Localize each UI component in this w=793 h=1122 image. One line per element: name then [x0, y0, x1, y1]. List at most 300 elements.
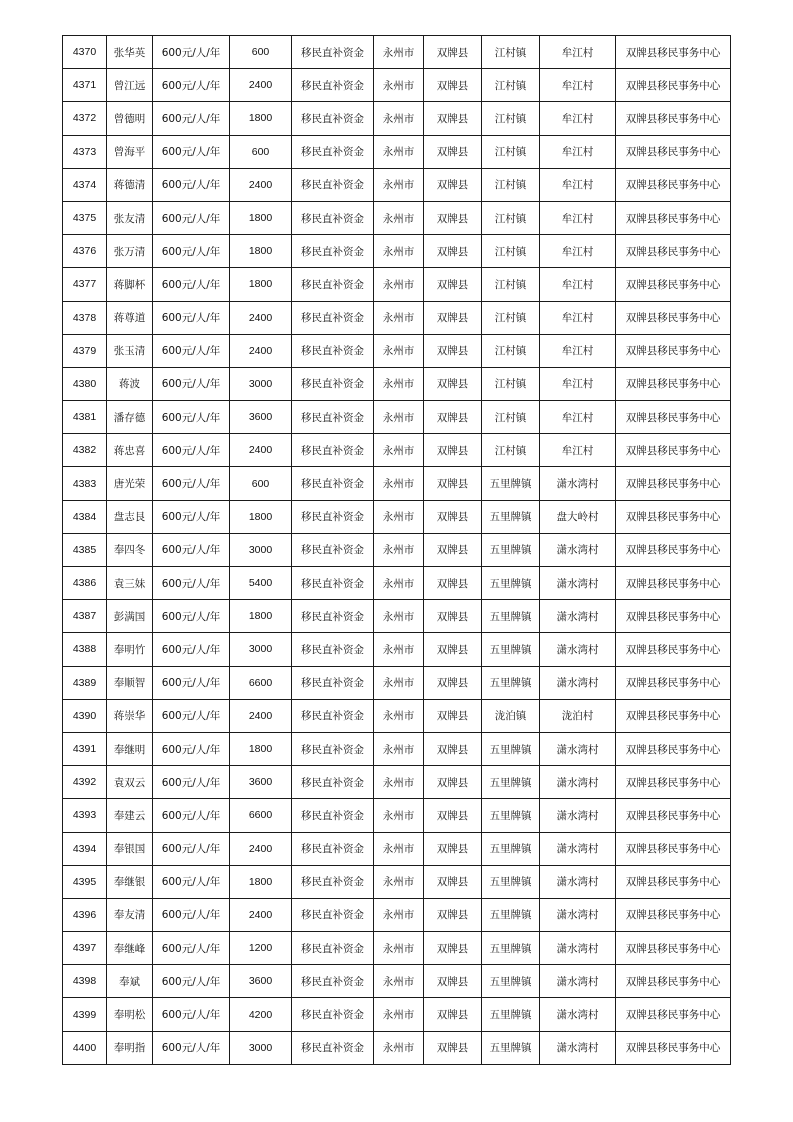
subsidy-standard-cell: 600元/人/年 [153, 301, 230, 334]
agency-cell: 双牌县移民事务中心 [616, 334, 731, 367]
fund-type-cell: 移民直补资金 [292, 932, 374, 965]
city-cell: 永州市 [374, 865, 424, 898]
amount-cell: 600 [230, 135, 292, 168]
agency-cell: 双牌县移民事务中心 [616, 567, 731, 600]
town-cell: 五里牌镇 [482, 567, 540, 600]
recipient-name-cell: 奉继银 [107, 865, 153, 898]
serial-number-cell: 4382 [63, 434, 107, 467]
amount-cell: 5400 [230, 567, 292, 600]
subsidy-standard-cell: 600元/人/年 [153, 201, 230, 234]
subsidy-standard-cell: 600元/人/年 [153, 865, 230, 898]
town-cell: 江村镇 [482, 135, 540, 168]
county-cell: 双牌县 [424, 799, 482, 832]
agency-cell: 双牌县移民事务中心 [616, 135, 731, 168]
amount-cell: 1800 [230, 600, 292, 633]
subsidy-standard-cell: 600元/人/年 [153, 500, 230, 533]
county-cell: 双牌县 [424, 898, 482, 931]
village-cell: 潇水湾村 [540, 1031, 616, 1064]
agency-cell: 双牌县移民事务中心 [616, 401, 731, 434]
subsidy-standard-cell: 600元/人/年 [153, 633, 230, 666]
recipient-name-cell: 张友清 [107, 201, 153, 234]
county-cell: 双牌县 [424, 965, 482, 998]
subsidy-standard-cell: 600元/人/年 [153, 766, 230, 799]
amount-cell: 3000 [230, 533, 292, 566]
serial-number-cell: 4372 [63, 102, 107, 135]
city-cell: 永州市 [374, 367, 424, 400]
agency-cell: 双牌县移民事务中心 [616, 36, 731, 69]
city-cell: 永州市 [374, 102, 424, 135]
amount-cell: 1800 [230, 268, 292, 301]
serial-number-cell: 4385 [63, 533, 107, 566]
agency-cell: 双牌县移民事务中心 [616, 69, 731, 102]
agency-cell: 双牌县移民事务中心 [616, 600, 731, 633]
table-row [63, 965, 731, 998]
table-row [63, 268, 731, 301]
town-cell: 泷泊镇 [482, 699, 540, 732]
serial-number-cell: 4388 [63, 633, 107, 666]
amount-cell: 1800 [230, 500, 292, 533]
serial-number-cell: 4386 [63, 567, 107, 600]
village-cell: 牟江村 [540, 367, 616, 400]
county-cell: 双牌县 [424, 766, 482, 799]
village-cell: 潇水湾村 [540, 567, 616, 600]
subsidy-standard-cell: 600元/人/年 [153, 965, 230, 998]
table-row [63, 666, 731, 699]
serial-number-cell: 4370 [63, 36, 107, 69]
town-cell: 五里牌镇 [482, 832, 540, 865]
county-cell: 双牌县 [424, 434, 482, 467]
village-cell: 牟江村 [540, 268, 616, 301]
table-row [63, 500, 731, 533]
city-cell: 永州市 [374, 533, 424, 566]
agency-cell: 双牌县移民事务中心 [616, 766, 731, 799]
city-cell: 永州市 [374, 799, 424, 832]
fund-type-cell: 移民直补资金 [292, 201, 374, 234]
recipient-name-cell: 袁双云 [107, 766, 153, 799]
table-row [63, 36, 731, 69]
city-cell: 永州市 [374, 766, 424, 799]
agency-cell: 双牌县移民事务中心 [616, 1031, 731, 1064]
fund-type-cell: 移民直补资金 [292, 567, 374, 600]
subsidy-standard-cell: 600元/人/年 [153, 732, 230, 765]
fund-type-cell: 移民直补资金 [292, 367, 374, 400]
city-cell: 永州市 [374, 69, 424, 102]
fund-type-cell: 移民直补资金 [292, 898, 374, 931]
village-cell: 潇水湾村 [540, 766, 616, 799]
serial-number-cell: 4374 [63, 168, 107, 201]
serial-number-cell: 4400 [63, 1031, 107, 1064]
fund-type-cell: 移民直补资金 [292, 69, 374, 102]
village-cell: 潇水湾村 [540, 898, 616, 931]
recipient-name-cell: 蒋德清 [107, 168, 153, 201]
county-cell: 双牌县 [424, 567, 482, 600]
serial-number-cell: 4395 [63, 865, 107, 898]
agency-cell: 双牌县移民事务中心 [616, 201, 731, 234]
table-row [63, 301, 731, 334]
subsidy-table [62, 35, 731, 1065]
county-cell: 双牌县 [424, 36, 482, 69]
fund-type-cell: 移民直补资金 [292, 633, 374, 666]
village-cell: 牟江村 [540, 334, 616, 367]
city-cell: 永州市 [374, 965, 424, 998]
serial-number-cell: 4398 [63, 965, 107, 998]
county-cell: 双牌县 [424, 600, 482, 633]
amount-cell: 2400 [230, 699, 292, 732]
village-cell: 牟江村 [540, 102, 616, 135]
agency-cell: 双牌县移民事务中心 [616, 965, 731, 998]
village-cell: 潇水湾村 [540, 666, 616, 699]
recipient-name-cell: 蒋尊道 [107, 301, 153, 334]
city-cell: 永州市 [374, 832, 424, 865]
amount-cell: 2400 [230, 69, 292, 102]
table-row [63, 699, 731, 732]
amount-cell: 6600 [230, 799, 292, 832]
town-cell: 江村镇 [482, 168, 540, 201]
village-cell: 潇水湾村 [540, 932, 616, 965]
city-cell: 永州市 [374, 301, 424, 334]
fund-type-cell: 移民直补资金 [292, 965, 374, 998]
town-cell: 五里牌镇 [482, 533, 540, 566]
county-cell: 双牌县 [424, 235, 482, 268]
fund-type-cell: 移民直补资金 [292, 1031, 374, 1064]
table-row [63, 168, 731, 201]
fund-type-cell: 移民直补资金 [292, 467, 374, 500]
agency-cell: 双牌县移民事务中心 [616, 102, 731, 135]
fund-type-cell: 移民直补资金 [292, 500, 374, 533]
village-cell: 牟江村 [540, 301, 616, 334]
agency-cell: 双牌县移民事务中心 [616, 865, 731, 898]
town-cell: 江村镇 [482, 69, 540, 102]
table-row [63, 102, 731, 135]
city-cell: 永州市 [374, 500, 424, 533]
amount-cell: 3000 [230, 1031, 292, 1064]
village-cell: 潇水湾村 [540, 600, 616, 633]
agency-cell: 双牌县移民事务中心 [616, 434, 731, 467]
town-cell: 五里牌镇 [482, 500, 540, 533]
county-cell: 双牌县 [424, 268, 482, 301]
fund-type-cell: 移民直补资金 [292, 268, 374, 301]
recipient-name-cell: 蒋忠喜 [107, 434, 153, 467]
town-cell: 五里牌镇 [482, 1031, 540, 1064]
town-cell: 五里牌镇 [482, 467, 540, 500]
serial-number-cell: 4396 [63, 898, 107, 931]
recipient-name-cell: 潘存德 [107, 401, 153, 434]
county-cell: 双牌县 [424, 102, 482, 135]
amount-cell: 6600 [230, 666, 292, 699]
village-cell: 牟江村 [540, 168, 616, 201]
amount-cell: 3600 [230, 965, 292, 998]
town-cell: 江村镇 [482, 434, 540, 467]
agency-cell: 双牌县移民事务中心 [616, 367, 731, 400]
agency-cell: 双牌县移民事务中心 [616, 732, 731, 765]
fund-type-cell: 移民直补资金 [292, 832, 374, 865]
serial-number-cell: 4378 [63, 301, 107, 334]
amount-cell: 3000 [230, 633, 292, 666]
agency-cell: 双牌县移民事务中心 [616, 799, 731, 832]
subsidy-standard-cell: 600元/人/年 [153, 600, 230, 633]
recipient-name-cell: 奉斌 [107, 965, 153, 998]
recipient-name-cell: 袁三妹 [107, 567, 153, 600]
amount-cell: 2400 [230, 301, 292, 334]
subsidy-standard-cell: 600元/人/年 [153, 998, 230, 1031]
fund-type-cell: 移民直补资金 [292, 334, 374, 367]
agency-cell: 双牌县移民事务中心 [616, 633, 731, 666]
serial-number-cell: 4373 [63, 135, 107, 168]
city-cell: 永州市 [374, 401, 424, 434]
table-row [63, 600, 731, 633]
subsidy-standard-cell: 600元/人/年 [153, 567, 230, 600]
serial-number-cell: 4389 [63, 666, 107, 699]
county-cell: 双牌县 [424, 865, 482, 898]
agency-cell: 双牌县移民事务中心 [616, 832, 731, 865]
fund-type-cell: 移民直补资金 [292, 865, 374, 898]
agency-cell: 双牌县移民事务中心 [616, 666, 731, 699]
table-row [63, 865, 731, 898]
recipient-name-cell: 曾江远 [107, 69, 153, 102]
village-cell: 潇水湾村 [540, 467, 616, 500]
table-row [63, 799, 731, 832]
county-cell: 双牌县 [424, 732, 482, 765]
recipient-name-cell: 奉友清 [107, 898, 153, 931]
fund-type-cell: 移民直补资金 [292, 168, 374, 201]
county-cell: 双牌县 [424, 168, 482, 201]
table-row [63, 401, 731, 434]
subsidy-standard-cell: 600元/人/年 [153, 401, 230, 434]
table-row [63, 235, 731, 268]
village-cell: 牟江村 [540, 135, 616, 168]
recipient-name-cell: 盘志艮 [107, 500, 153, 533]
subsidy-standard-cell: 600元/人/年 [153, 334, 230, 367]
city-cell: 永州市 [374, 699, 424, 732]
recipient-name-cell: 奉顺智 [107, 666, 153, 699]
subsidy-standard-cell: 600元/人/年 [153, 268, 230, 301]
recipient-name-cell: 彭满国 [107, 600, 153, 633]
village-cell: 潇水湾村 [540, 732, 616, 765]
village-cell: 潇水湾村 [540, 633, 616, 666]
recipient-name-cell: 蒋崇华 [107, 699, 153, 732]
agency-cell: 双牌县移民事务中心 [616, 533, 731, 566]
amount-cell: 1800 [230, 732, 292, 765]
town-cell: 五里牌镇 [482, 965, 540, 998]
city-cell: 永州市 [374, 36, 424, 69]
village-cell: 牟江村 [540, 434, 616, 467]
village-cell: 潇水湾村 [540, 965, 616, 998]
subsidy-standard-cell: 600元/人/年 [153, 699, 230, 732]
amount-cell: 1800 [230, 102, 292, 135]
town-cell: 五里牌镇 [482, 898, 540, 931]
agency-cell: 双牌县移民事务中心 [616, 467, 731, 500]
village-cell: 牟江村 [540, 401, 616, 434]
town-cell: 五里牌镇 [482, 600, 540, 633]
county-cell: 双牌县 [424, 467, 482, 500]
county-cell: 双牌县 [424, 533, 482, 566]
agency-cell: 双牌县移民事务中心 [616, 932, 731, 965]
county-cell: 双牌县 [424, 367, 482, 400]
serial-number-cell: 4377 [63, 268, 107, 301]
agency-cell: 双牌县移民事务中心 [616, 898, 731, 931]
serial-number-cell: 4371 [63, 69, 107, 102]
subsidy-standard-cell: 600元/人/年 [153, 799, 230, 832]
village-cell: 牟江村 [540, 36, 616, 69]
serial-number-cell: 4394 [63, 832, 107, 865]
county-cell: 双牌县 [424, 135, 482, 168]
subsidy-standard-cell: 600元/人/年 [153, 832, 230, 865]
city-cell: 永州市 [374, 633, 424, 666]
serial-number-cell: 4391 [63, 732, 107, 765]
amount-cell: 1800 [230, 865, 292, 898]
city-cell: 永州市 [374, 135, 424, 168]
fund-type-cell: 移民直补资金 [292, 434, 374, 467]
village-cell: 潇水湾村 [540, 865, 616, 898]
subsidy-standard-cell: 600元/人/年 [153, 135, 230, 168]
village-cell: 泷泊村 [540, 699, 616, 732]
serial-number-cell: 4376 [63, 235, 107, 268]
town-cell: 江村镇 [482, 367, 540, 400]
amount-cell: 2400 [230, 334, 292, 367]
subsidy-standard-cell: 600元/人/年 [153, 467, 230, 500]
agency-cell: 双牌县移民事务中心 [616, 500, 731, 533]
city-cell: 永州市 [374, 1031, 424, 1064]
city-cell: 永州市 [374, 168, 424, 201]
table-row [63, 766, 731, 799]
table-row [63, 334, 731, 367]
town-cell: 五里牌镇 [482, 998, 540, 1031]
agency-cell: 双牌县移民事务中心 [616, 235, 731, 268]
recipient-name-cell: 张万清 [107, 235, 153, 268]
village-cell: 牟江村 [540, 235, 616, 268]
village-cell: 潇水湾村 [540, 832, 616, 865]
city-cell: 永州市 [374, 334, 424, 367]
amount-cell: 1200 [230, 932, 292, 965]
village-cell: 潇水湾村 [540, 998, 616, 1031]
town-cell: 江村镇 [482, 201, 540, 234]
amount-cell: 3000 [230, 367, 292, 400]
city-cell: 永州市 [374, 235, 424, 268]
table-row [63, 201, 731, 234]
fund-type-cell: 移民直补资金 [292, 766, 374, 799]
town-cell: 江村镇 [482, 334, 540, 367]
serial-number-cell: 4397 [63, 932, 107, 965]
city-cell: 永州市 [374, 201, 424, 234]
subsidy-standard-cell: 600元/人/年 [153, 36, 230, 69]
table-row [63, 533, 731, 566]
serial-number-cell: 4390 [63, 699, 107, 732]
town-cell: 五里牌镇 [482, 732, 540, 765]
subsidy-standard-cell: 600元/人/年 [153, 898, 230, 931]
recipient-name-cell: 唐光荣 [107, 467, 153, 500]
fund-type-cell: 移民直补资金 [292, 401, 374, 434]
city-cell: 永州市 [374, 998, 424, 1031]
town-cell: 江村镇 [482, 268, 540, 301]
recipient-name-cell: 奉继明 [107, 732, 153, 765]
amount-cell: 2400 [230, 898, 292, 931]
subsidy-standard-cell: 600元/人/年 [153, 102, 230, 135]
county-cell: 双牌县 [424, 334, 482, 367]
recipient-name-cell: 蒋脚杯 [107, 268, 153, 301]
agency-cell: 双牌县移民事务中心 [616, 699, 731, 732]
fund-type-cell: 移民直补资金 [292, 799, 374, 832]
town-cell: 江村镇 [482, 235, 540, 268]
agency-cell: 双牌县移民事务中心 [616, 998, 731, 1031]
village-cell: 潇水湾村 [540, 533, 616, 566]
county-cell: 双牌县 [424, 699, 482, 732]
village-cell: 潇水湾村 [540, 799, 616, 832]
village-cell: 牟江村 [540, 201, 616, 234]
table-row [63, 135, 731, 168]
county-cell: 双牌县 [424, 998, 482, 1031]
city-cell: 永州市 [374, 898, 424, 931]
county-cell: 双牌县 [424, 401, 482, 434]
city-cell: 永州市 [374, 600, 424, 633]
town-cell: 江村镇 [482, 102, 540, 135]
subsidy-standard-cell: 600元/人/年 [153, 932, 230, 965]
fund-type-cell: 移民直补资金 [292, 699, 374, 732]
town-cell: 五里牌镇 [482, 766, 540, 799]
recipient-name-cell: 张玉清 [107, 334, 153, 367]
table-body [63, 36, 731, 1065]
recipient-name-cell: 奉明竹 [107, 633, 153, 666]
recipient-name-cell: 曾德明 [107, 102, 153, 135]
recipient-name-cell: 奉银国 [107, 832, 153, 865]
county-cell: 双牌县 [424, 666, 482, 699]
amount-cell: 2400 [230, 832, 292, 865]
village-cell: 牟江村 [540, 69, 616, 102]
city-cell: 永州市 [374, 268, 424, 301]
table-row [63, 434, 731, 467]
serial-number-cell: 4375 [63, 201, 107, 234]
county-cell: 双牌县 [424, 500, 482, 533]
serial-number-cell: 4383 [63, 467, 107, 500]
table-row [63, 932, 731, 965]
table-row [63, 1031, 731, 1064]
town-cell: 五里牌镇 [482, 865, 540, 898]
fund-type-cell: 移民直补资金 [292, 666, 374, 699]
subsidy-standard-cell: 600元/人/年 [153, 168, 230, 201]
town-cell: 五里牌镇 [482, 799, 540, 832]
fund-type-cell: 移民直补资金 [292, 301, 374, 334]
fund-type-cell: 移民直补资金 [292, 600, 374, 633]
fund-type-cell: 移民直补资金 [292, 998, 374, 1031]
table-row [63, 732, 731, 765]
town-cell: 五里牌镇 [482, 932, 540, 965]
amount-cell: 600 [230, 36, 292, 69]
town-cell: 江村镇 [482, 401, 540, 434]
city-cell: 永州市 [374, 732, 424, 765]
subsidy-standard-cell: 600元/人/年 [153, 235, 230, 268]
table-row [63, 998, 731, 1031]
city-cell: 永州市 [374, 567, 424, 600]
town-cell: 五里牌镇 [482, 633, 540, 666]
agency-cell: 双牌县移民事务中心 [616, 301, 731, 334]
table-row [63, 898, 731, 931]
city-cell: 永州市 [374, 666, 424, 699]
subsidy-standard-cell: 600元/人/年 [153, 69, 230, 102]
town-cell: 江村镇 [482, 36, 540, 69]
subsidy-standard-cell: 600元/人/年 [153, 666, 230, 699]
subsidy-standard-cell: 600元/人/年 [153, 367, 230, 400]
serial-number-cell: 4379 [63, 334, 107, 367]
county-cell: 双牌县 [424, 932, 482, 965]
recipient-name-cell: 蒋波 [107, 367, 153, 400]
serial-number-cell: 4380 [63, 367, 107, 400]
table-row [63, 832, 731, 865]
county-cell: 双牌县 [424, 69, 482, 102]
amount-cell: 1800 [230, 201, 292, 234]
serial-number-cell: 4387 [63, 600, 107, 633]
town-cell: 江村镇 [482, 301, 540, 334]
city-cell: 永州市 [374, 467, 424, 500]
county-cell: 双牌县 [424, 201, 482, 234]
